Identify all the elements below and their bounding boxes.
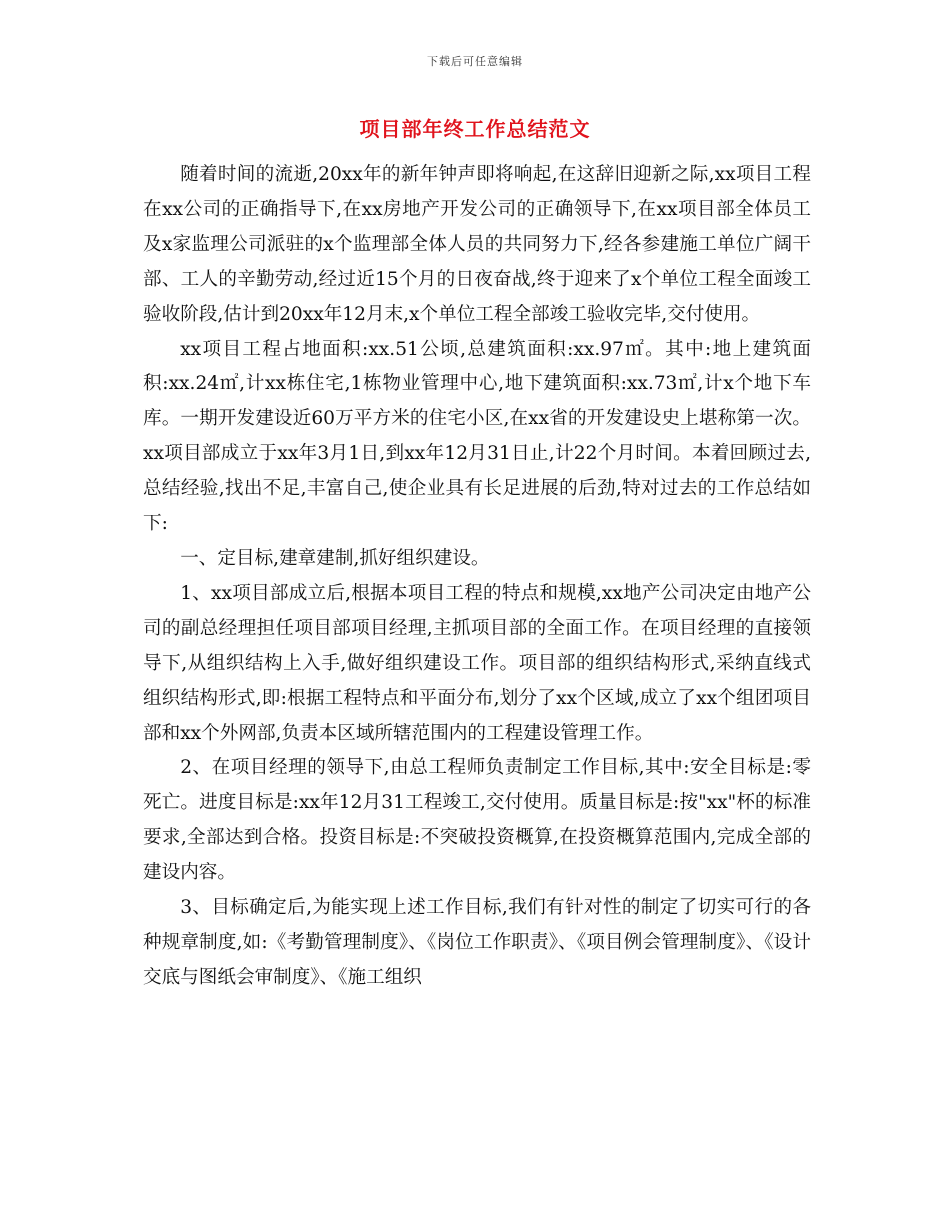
- paragraph-project-overview: xx项目工程占地面积:xx.51公顷,总建筑面积:xx.97㎡。其中:地上建筑面积:xx.24㎡,计xx栋住宅,1栋物业管理中心,地下建筑面积:xx.73㎡,计x个地下车库。一期开发建设近60万平方米的住宅小区,在xx省的开发建设史上堪称第一次。xx项目部成立于xx年3月1日,到xx年12月31日止,计22个月时间。本着回顾过去,总结经验,找出不足,丰富自己,使企业具有长足进展的后劲,特对过去的工作总结如下:: [143, 338, 811, 535]
- paragraph-item-2: 2、在项目经理的领导下,由总工程师负责制定工作目标,其中:安全目标是:零死亡。进度目标是:xx年12月31工程竣工,交付使用。质量目标是:按"xx"杯的标准要求,全部达到合格。投资目标是:不突破投资概算,在投资概算范围内,完成全部的建设内容。: [143, 757, 811, 884]
- section-heading-1: 一、定目标,建章建制,抓好组织建设。: [180, 547, 490, 569]
- document-title: 项目部年终工作总结范文: [359, 117, 591, 141]
- document-body: [143, 158, 811, 996]
- paragraph-item-3: 3、目标确定后,为能实现上述工作目标,我们有针对性的制定了切实可行的各种规章制度,如:《考勤管理制度》、《岗位工作职责》、《项目例会管理制度》、《设计交底与图纸会审制度》、《施工组织: [143, 897, 811, 988]
- paragraph-item-1: 1、xx项目部成立后,根据本项目工程的特点和规模,xx地产公司决定由地产公司的副总经理担任项目部项目经理,主抓项目部的全面工作。在项目经理的直接领导下,从组织结构上入手,做好组织建设工作。项目部的组织结构形式,采纳直线式组织结构形式,即:根据工程特点和平面分布,划分了xx个区域,成立了xx个组团项目部和xx个外网部,负责本区域所辖范围内的工程建设管理工作。: [143, 582, 811, 744]
- paragraph-intro: 随着时间的流逝,20xx年的新年钟声即将响起,在这辞旧迎新之际,xx项目工程在xx公司的正确指导下,在xx房地产开发公司的正确领导下,在xx项目部全体员工及x家监理公司派驻的x个监理部全体人员的共同努力下,经各参建施工单位广阔干部、工人的辛勤劳动,经过近15个月的日夜奋战,终于迎来了x个单位工程全面竣工验收阶段,估计到20xx年12月末,x个单位工程全部竣工验收完毕,交付使用。: [143, 164, 811, 325]
- header-note: 下载后可任意编辑: [427, 55, 523, 68]
